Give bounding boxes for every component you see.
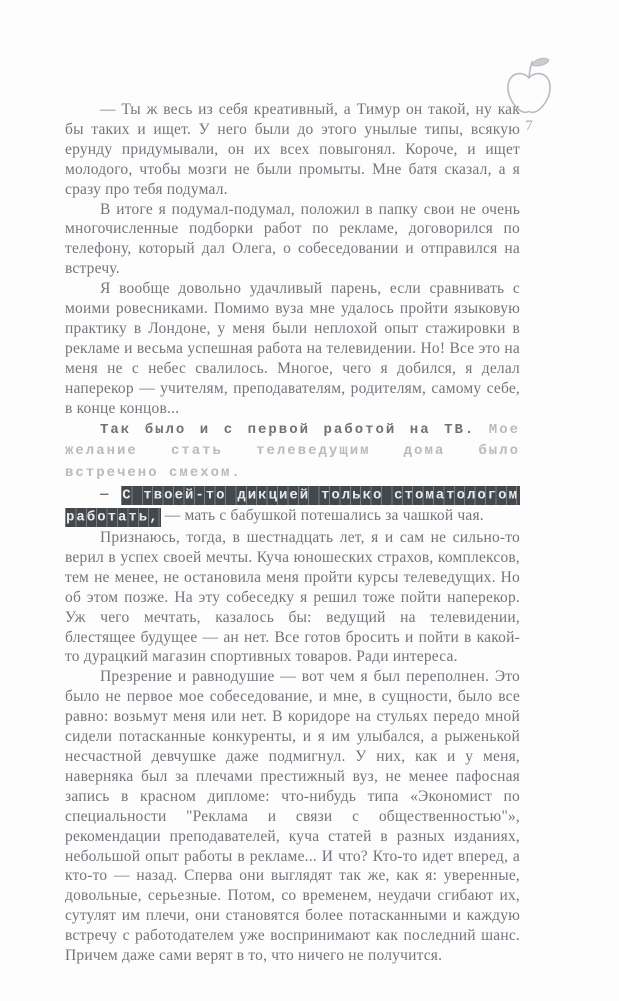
dialog-continuation-text: — мать с бабушкой потешались за чашкой чая. bbox=[160, 507, 484, 525]
paragraph: В итоге я подумал-подумал, положил в папку свои не очень многочисленные подборки работ по рекламе, договорился по телефону, который дал Олега, о собеседовании и отправился на встречу. bbox=[65, 200, 520, 278]
typewriter-faded-text: Мое желание стать телеведущим дома было встречено смехом. bbox=[65, 421, 520, 482]
text-column bbox=[65, 100, 520, 966]
typewriter-paragraph bbox=[65, 419, 520, 485]
page-number: 7 bbox=[525, 118, 533, 134]
paragraph: — Ты ж весь из себя креативный, а Тимур он такой, ну как бы таких и ищет. У него были до этого унылые типы, всякую ерунду придумывали, он их всех повыгонял. Короче, и ищет молодого, чтобы мозги не были промыты. Мне батя сказал, а я сразу про тебя подумал. bbox=[65, 101, 520, 198]
dialog-paragraph bbox=[65, 484, 520, 528]
paragraph: Я вообще довольно удачливый парень, если сравнивать с моими ровесниками. Помимо вуза мне удалось пройти языковую практику в Лондоне, у меня были неплохой опыт стажировки в рекламе и весьма успешная работа на телевидении. Но! Все это на меня не с небес свалилось. Многое, чего я добился, я делал наперекор — учителям, преподавателям, родителям, самому себе, в конце концов... bbox=[65, 280, 520, 417]
paragraph: Признаюсь, тогда, в шестнадцать лет, я и сам не сильно-то верил в успех своей мечты. Куча юношеских страхов, комплексов, тем не менее, не остановила меня пройти курсы телеведущих. Но об этом позже. На эту собеседку я решил тоже пойти наперекор. Уж чего мечтать, казалось бы: ведущий на телевидении, блестящее будущее — ан нет. Все готов бросить и пойти в какой-то дурацкий магазин спортивных товаров. Ради интереса. bbox=[65, 529, 520, 666]
selected-text-highlight[interactable]: С твоей-то дикцией только стоматологом работать, bbox=[66, 487, 519, 526]
typewriter-emphasis-text: Так было и с первой работой на ТВ. bbox=[100, 421, 476, 438]
dialog-dash: — bbox=[100, 487, 122, 504]
paragraph: Презрение и равнодушие — вот чем я был переполнен. Это было не первое мое собеседование, и мне, в сущности, было все равно: возьмут меня или нет. В коридоре на стульях передо мной сидели потасканные конкуренты, и я им улыбался, а рыженькой несчастной девчушке даже подмигнул. У них, как и у меня, наверняка был за плечами престижный вуз, не менее пафосная запись в красном дипломе: что-нибудь типа «Экономист по специальности "Реклама и связи с общественностью"», рекомендации преподавателей, куча статей в разных изданиях, небольшой опыт работы в рекламе... И что? Кто-то идет вперед, а кто-то — назад. Сперва они выглядят так же, как я: уверенные, довольные, серьезные. Потом, со временем, неудачи сгибают их, сутулят им плечи, они становятся более потасканными и каждую встречу с работодателем уже воспринимают как последний шанс. Причем даже сами верят в то, что ничего не получится. bbox=[65, 668, 520, 965]
